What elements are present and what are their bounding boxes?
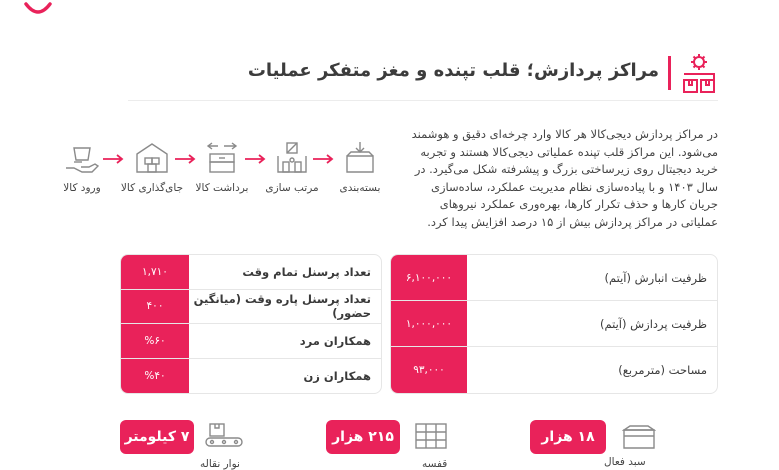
step-label: جای‌گذاری کالا [120,182,184,194]
step-putaway [120,140,184,194]
table-row [121,324,381,359]
row-value: ۴۰۰ [121,290,189,324]
row-label: همکاران زن [303,368,371,383]
pick-shelf-icon [204,140,240,176]
table-row [391,301,717,347]
sort-icon [274,140,310,176]
row-value: ۶,۱۰۰,۰۰۰ [391,255,467,300]
row-value: ۱,۷۱۰ [121,255,189,289]
stat-value: ۱۸ هزار [530,420,606,454]
row-label: مساحت (مترمربع) [618,363,707,377]
brand-logo-arc [24,2,52,16]
staff-table [120,254,382,394]
table-row [391,255,717,301]
package-icon [342,140,378,176]
table-row [121,255,381,290]
row-label: تعداد پرسنل تمام وقت [242,264,371,279]
step-receive [50,140,114,194]
hand-box-icon [64,140,100,176]
step-packing [328,140,392,194]
intro-paragraph: در مراکز پردازش دیجی‌کالا هر کالا وارد چرخه‌ای دقیق و هوشمند می‌شود. این مراکز قلب تپنده عملیاتی دیجی‌کالا هستند و تجربه خرید دیجیتال روی زیرساختی بزرگ و پیشرفته شکل می‌گیرد. در سال ۱۴۰۳ و با پیاده‌سازی نظام مدیریت عملکرد، ساده‌سازی جریان کارها و حذف تکرار کارها، بهره‌وری عملکرد نیروهای عملیاتی در مراکز پردازش بیش از ۱۵ درصد افزایش پیدا کرد. [411,127,718,229]
step-picking [190,140,254,194]
page-title: مراکز پردازش؛ قلب تپنده و مغز متفکر عملیات [247,60,659,81]
title-divider [128,100,718,101]
row-label: ظرفیت پردازش (آیتم) [599,316,707,331]
row-value: %۴۰ [121,359,189,394]
processing-center-icon [680,52,718,94]
stat-value: ۷ کیلومتر [120,420,194,454]
title-accent-bar [668,56,671,90]
step-label: بسته‌بندی [339,182,381,194]
stat-label: سبد فعال [604,456,646,468]
row-value: ۹۳,۰۰۰ [391,347,467,393]
step-label: ورود کالا [63,182,101,194]
conveyor-icon [204,422,244,450]
row-label: همکاران مرد [299,333,371,348]
capacity-table [390,254,718,394]
row-label: ظرفیت انبارش (آیتم) [604,270,707,285]
step-sorting [260,140,324,194]
shelf-icon [414,422,448,450]
step-label: مرتب سازی [265,182,319,194]
table-row [121,359,381,394]
table-row [391,347,717,393]
stat-label: نوار نقاله [200,458,240,470]
stat-label: قفسه [422,458,448,470]
stat-conveyor [120,420,310,470]
stat-value: ۲۱۵ هزار [326,420,400,454]
table-row [121,290,381,325]
row-value: ۱,۰۰۰,۰۰۰ [391,301,467,346]
row-value: %۶۰ [121,324,189,358]
warehouse-icon [134,140,170,176]
stat-shelves [326,420,516,470]
row-label: تعداد پرسنل پاره وقت (میانگین حضور) [193,292,371,321]
stat-baskets [530,420,720,470]
step-label: برداشت کالا [195,182,249,194]
basket-icon [622,424,656,450]
